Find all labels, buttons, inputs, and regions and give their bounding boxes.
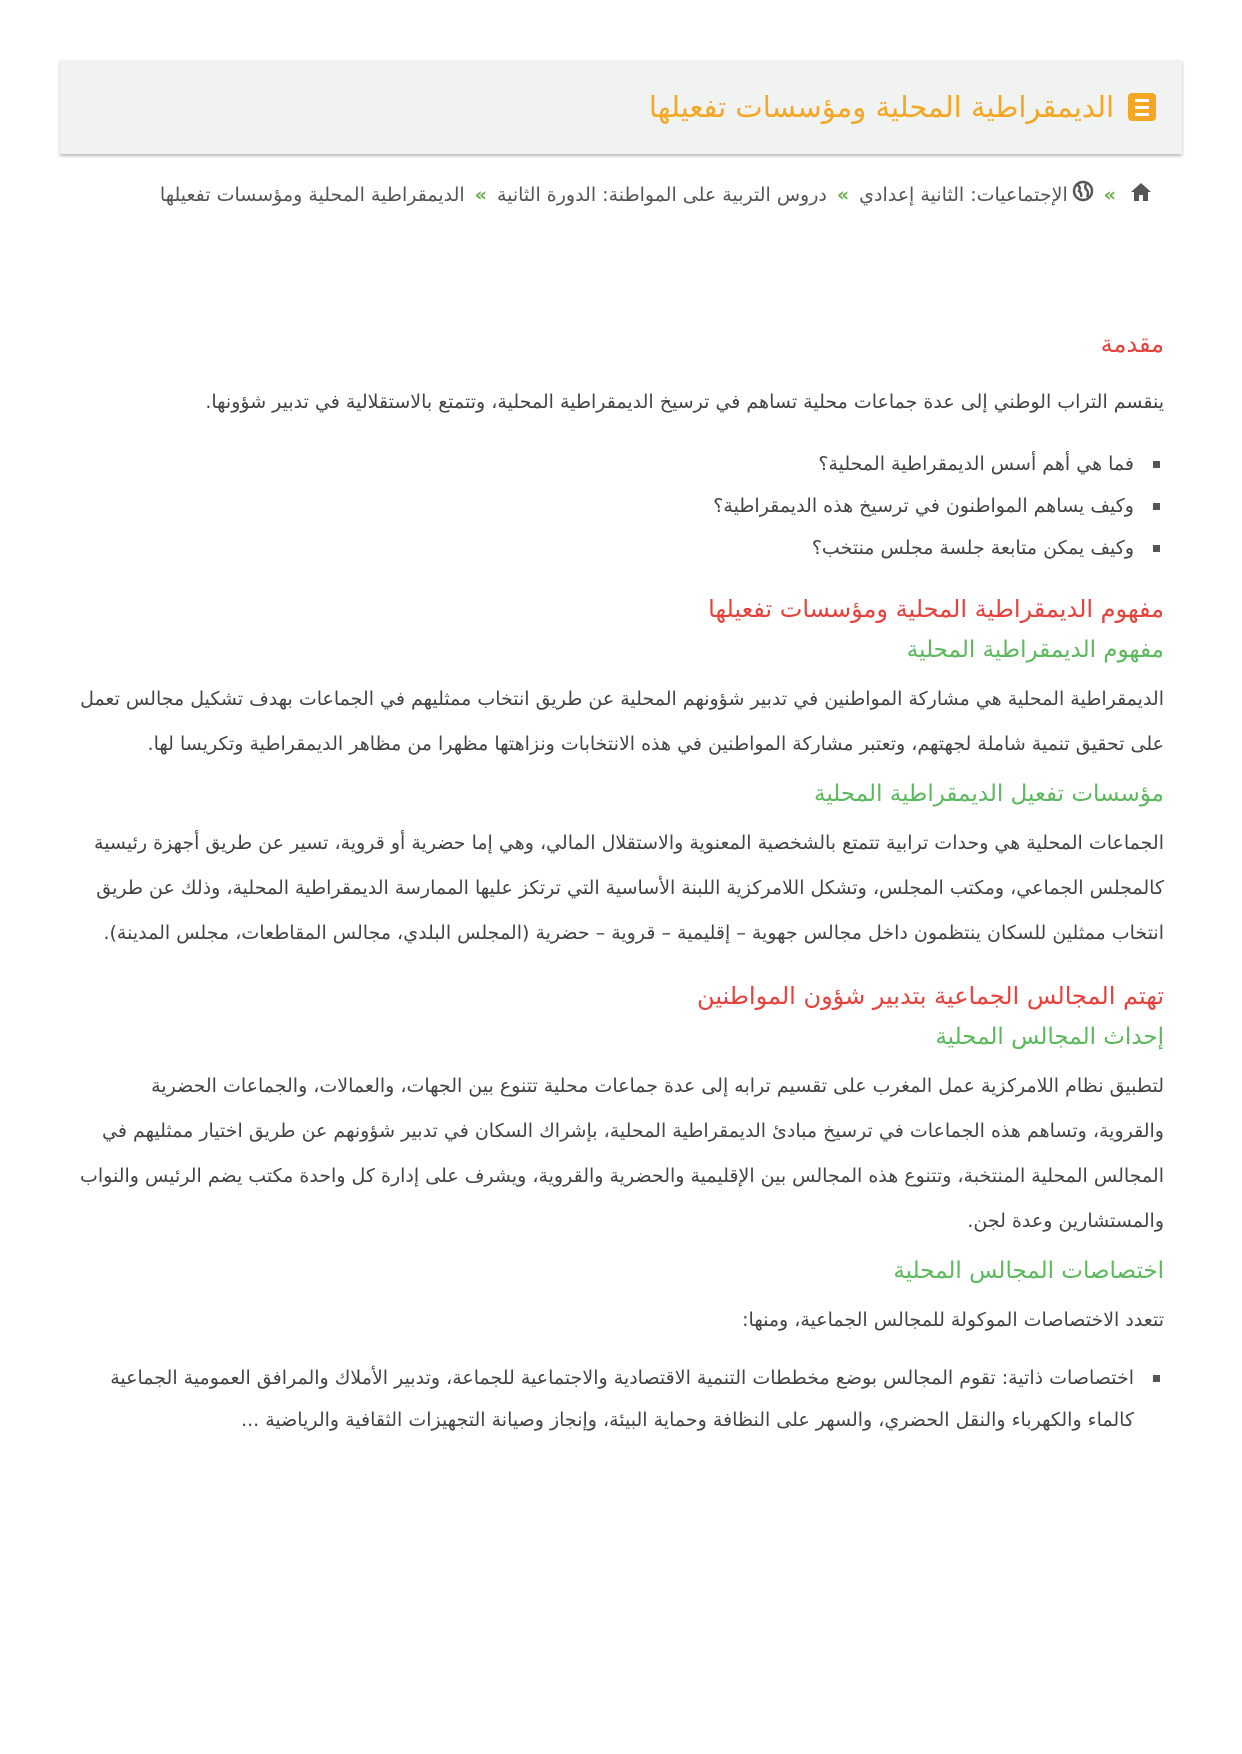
section2-sub2-heading: اختصاصات المجالس المحلية [893,1258,1164,1284]
breadcrumb-separator: » [836,184,850,206]
breadcrumb-separator: » [1103,184,1116,206]
section2-sub1-heading: إحداث المجالس المحلية [935,1024,1164,1050]
competences-list [78,1357,1164,1441]
title-bar [60,60,1182,154]
section2-sub2-text: تتعدد الاختصاصات الموكولة للمجالس الجماعية، ومنها: [742,1309,1164,1331]
intro-questions [78,443,1164,569]
globe-icon [1072,173,1094,219]
list-item: اختصاصات ذاتية: تقوم المجالس بوضع مخططات التنمية الاقتصادية والاجتماعية للجماعة، وتدبير الأملاك والمرافق العمومية الجماعية كالماء والكهرباء والنقل الحضري، والسهر على النظافة وحماية البيئة، وإنجاز وصيانة التجهيزات الثقافية والرياضية ... [78,1357,1164,1441]
intro-heading: مقدمة [1100,330,1164,358]
list-item: فما هي أهم أسس الديمقراطية المحلية؟ [78,443,1164,485]
section2-sub1-text: لتطبيق نظام اللامركزية عمل المغرب على تقسيم ترابه إلى عدة جماعات محلية تتنوع بين الجهات، والعمالات، والجماعات الحضرية والقروية، وتساهم هذه الجماعات في ترسيخ مبادئ الديمقراطية المحلية، بإشراك السكان في تدبير شؤونهم عن طريق اختيار ممثليهم في المجالس المحلية المنتخبة، وتتنوع هذه المجالس بين الإقليمية والحضرية والقروية، ويشرف على إدارة كل واحدة مكتب يضم الرئيس والنواب والمستشارين وعدة لجن. [79,1075,1164,1232]
breadcrumb-separator: » [474,184,487,206]
section2-heading: تهتم المجالس الجماعية بتدبير شؤون المواطنين [697,982,1164,1010]
section1-heading: مفهوم الديمقراطية المحلية ومؤسسات تفعيلها [708,595,1164,623]
intro-text: ينقسم التراب الوطني إلى عدة جماعات محلية تساهم في ترسيخ الديمقراطية المحلية، وتتمتع بالاستقلالية في تدبير شؤونها. [205,391,1164,413]
home-icon[interactable] [1130,173,1152,219]
list-item: وكيف يمكن متابعة جلسة مجلس منتخب؟ [78,527,1164,569]
bullet-icon [1153,1375,1160,1382]
breadcrumb-item-current: الديمقراطية المحلية ومؤسسات تفعيلها [159,184,465,206]
breadcrumb-item-citizenship-lessons[interactable]: دروس التربية على المواطنة: الدورة الثانية [496,184,827,206]
article-content [78,330,1164,1441]
section1-sub1-heading: مفهوم الديمقراطية المحلية [906,637,1164,663]
bullet-icon [1153,503,1160,510]
bullet-icon [1153,545,1160,552]
section1-sub2-text: الجماعات المحلية هي وحدات ترابية تتمتع بالشخصية المعنوية والاستقلال المالي، وهي إما حضرية أو قروية، تسير عن طريق أجهزة رئيسية كالمجلس الجماعي، ومكتب المجلس، وتشكل اللامركزية اللبنة الأساسية التي ترتكز عليها الممارسة الديمقراطية المحلية، وذلك عن طريق انتخاب ممثلين للسكان ينتظمون داخل مجالس جهوية – إقليمية – قروية – حضرية (المجلس البلدي، مجالس المقاطعات، مجلس المدينة). [94,832,1164,944]
document-icon [1128,93,1156,121]
bullet-icon [1153,461,1160,468]
list-item: وكيف يساهم المواطنون في ترسيخ هذه الديمقراطية؟ [78,485,1164,527]
breadcrumb-item-social-studies[interactable]: الإجتماعيات: الثانية إعدادي [859,184,1068,206]
section1-sub1-text: الديمقراطية المحلية هي مشاركة المواطنين في تدبير شؤونهم المحلية عن طريق انتخاب ممثليهم في الجماعات بهدف تشكيل مجالس تعمل على تحقيق تنمية شاملة لجهتهم، وتعتبر مشاركة المواطنين في هذه الانتخابات ونزاهتها مظهرا من مظاهر الديمقراطية وتكريسا لها. [80,688,1164,755]
section1-sub2-heading: مؤسسات تفعيل الديمقراطية المحلية [814,781,1164,807]
page-title: الديمقراطية المحلية ومؤسسات تفعيلها [648,90,1114,124]
breadcrumb [152,172,1152,219]
